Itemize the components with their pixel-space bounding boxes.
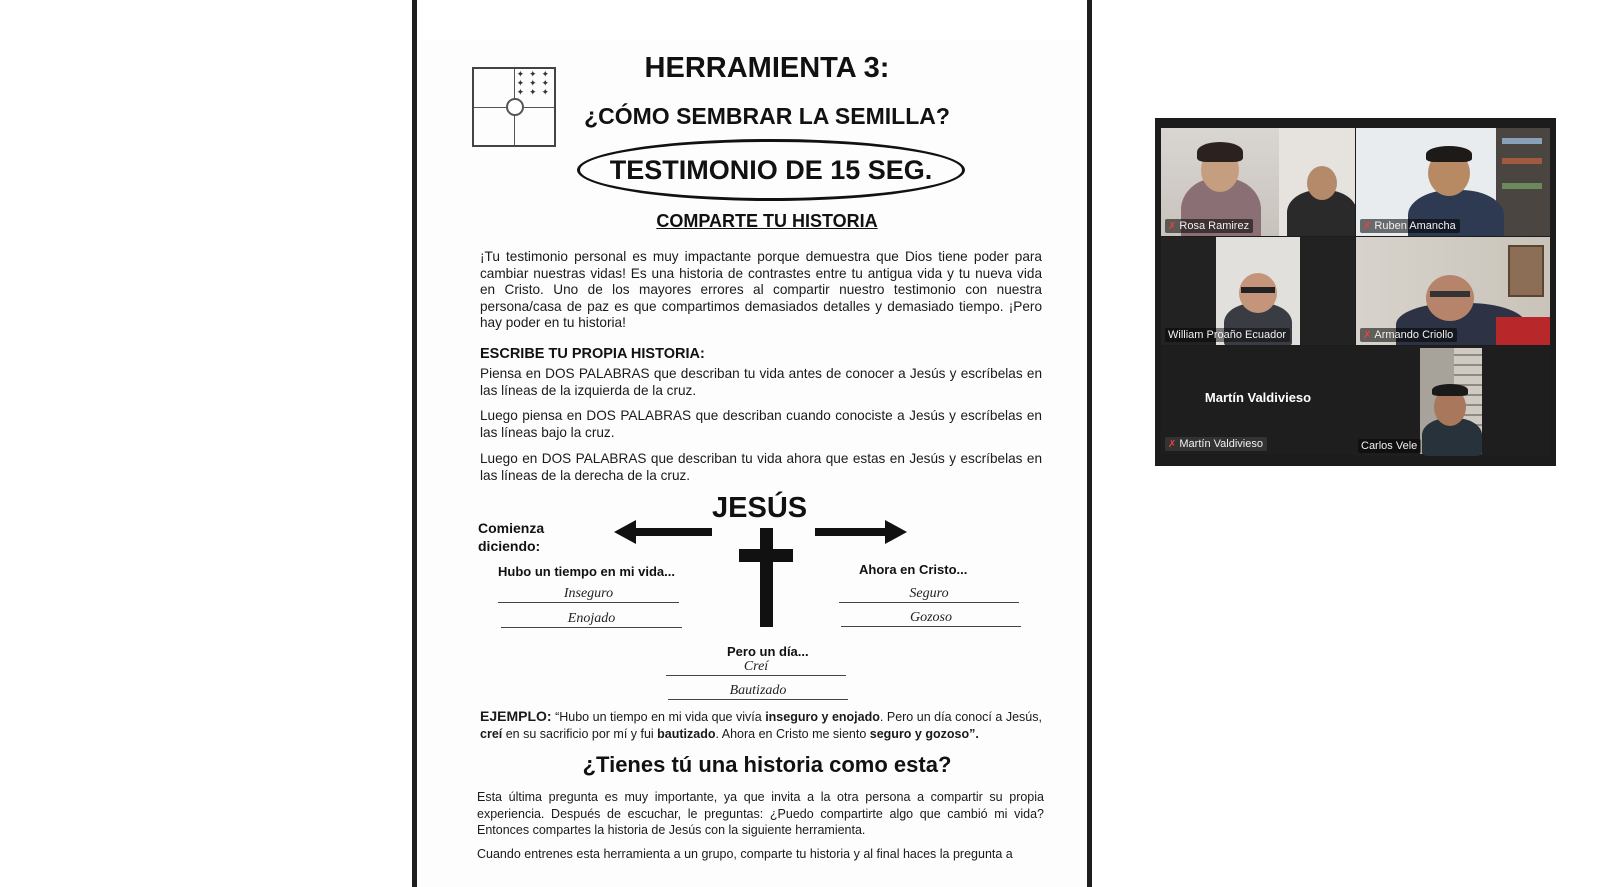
start-label-2: diciendo:: [478, 538, 541, 554]
participant-name-tag: ✗ Rosa Ramirez: [1165, 219, 1253, 233]
video-gallery-panel: [1155, 118, 1556, 466]
jesus-heading: JESÚS: [712, 492, 808, 524]
mic-muted-icon: ✗: [1168, 220, 1177, 232]
left-word-1: Inseguro: [498, 586, 679, 603]
participant-tile[interactable]: [1161, 237, 1355, 345]
participant-tile-active-speaker[interactable]: [1354, 346, 1550, 456]
testimony-oval-title: TESTIMONIO DE 15 SEG.: [577, 139, 965, 201]
right-word-2: Gozoso: [841, 610, 1021, 627]
question-heading: ¿Tienes tú una historia como esta?: [582, 752, 952, 777]
right-word-1: Seguro: [839, 586, 1019, 603]
intro-paragraph: ¡Tu testimonio personal es muy impactante porque demuestra que Dios tiene poder para cambiar nuestras vidas! Es una historia de contrastes entre tu antigua vida y tu nueva vida en Cristo. Uno de los mayores errores al compartir nuestro testimonio con nuestra persona/casa de paz es que compartimos demasiados detalles y demasiado tiempo. ¡Pero hay poder en tu historia!: [480, 249, 1042, 331]
document-title: HERRAMIENTA 3:: [644, 52, 890, 84]
question-paragraph: Esta última pregunta es muy importante, ya que invita a la otra persona a compartir su propia experiencia. Después de escuchar, le preguntas: ¿Puedo compartirte algo que cambió mi vida? Entonces compartes la historia de Jesús con la siguiente herramienta.: [477, 790, 1044, 838]
shared-document: [412, 0, 1092, 887]
document-top-margin: [417, 0, 1087, 40]
mic-muted-icon: ✗: [1363, 329, 1372, 341]
right-heading: Ahora en Cristo...: [859, 562, 968, 577]
step-1-paragraph: Piensa en DOS PALABRAS que describan tu vida antes de conocer a Jesús y escríbelas en las líneas de la izquierda de la cruz.: [480, 366, 1042, 398]
cross-bar: [739, 549, 793, 562]
participant-display-name: Martín Valdivieso: [1204, 390, 1312, 405]
start-label-1: Comienza: [478, 520, 545, 536]
bottom-heading: Pero un día...: [727, 644, 809, 659]
share-heading: COMPARTE TU HISTORIA: [656, 211, 878, 231]
participant-tile[interactable]: [1356, 128, 1550, 236]
bottom-word-1: Creí: [666, 659, 846, 676]
bottom-word-2: Bautizado: [668, 683, 848, 700]
participant-tile[interactable]: [1161, 346, 1355, 454]
left-heading: Hubo un tiempo en mi vida...: [498, 564, 675, 579]
flag-cross-logo-icon: ✦ ✦ ✦ ✦ ✦ ✦ ✦ ✦ ✦: [472, 67, 556, 147]
step-2-paragraph: Luego piensa en DOS PALABRAS que describan cuando conociste a Jesús y escríbelas en las líneas bajo la cruz.: [480, 408, 1042, 440]
participant-name-tag: William Proaño Ecuador: [1165, 328, 1290, 342]
example-paragraph: EJEMPLO: “Hubo un tiempo en mi vida que vivía inseguro y enojado. Pero un día conocí a Jesús, creí en su sacrificio por mí y fui bautizado. Ahora en Cristo me siento seguro y gozoso”.: [480, 708, 1042, 741]
step-3-paragraph: Luego en DOS PALABRAS que describan tu vida ahora que estas en Jesús y escríbelas en las líneas de la derecha de la cruz.: [480, 451, 1042, 483]
mic-muted-icon: ✗: [1363, 220, 1372, 232]
participant-name-tag: ✗ Ruben Amancha: [1360, 219, 1460, 233]
participant-tile[interactable]: [1356, 237, 1550, 345]
left-word-2: Enojado: [501, 611, 682, 628]
mic-muted-icon: ✗: [1168, 438, 1177, 450]
participant-name-tag: ✗ Martín Valdivieso: [1165, 437, 1267, 451]
participant-name-tag: Carlos Vele: [1358, 439, 1421, 453]
cross-icon: [760, 528, 773, 627]
participant-name-tag: ✗ Armando Criollo: [1360, 328, 1457, 342]
document-subtitle: ¿CÓMO SEMBRAR LA SEMILLA?: [584, 103, 950, 129]
participant-tile[interactable]: [1161, 128, 1355, 236]
training-paragraph: Cuando entrenes esta herramienta a un grupo, comparte tu historia y al final haces la pregunta a: [477, 847, 1013, 861]
write-heading: ESCRIBE TU PROPIA HISTORIA:: [480, 346, 705, 362]
